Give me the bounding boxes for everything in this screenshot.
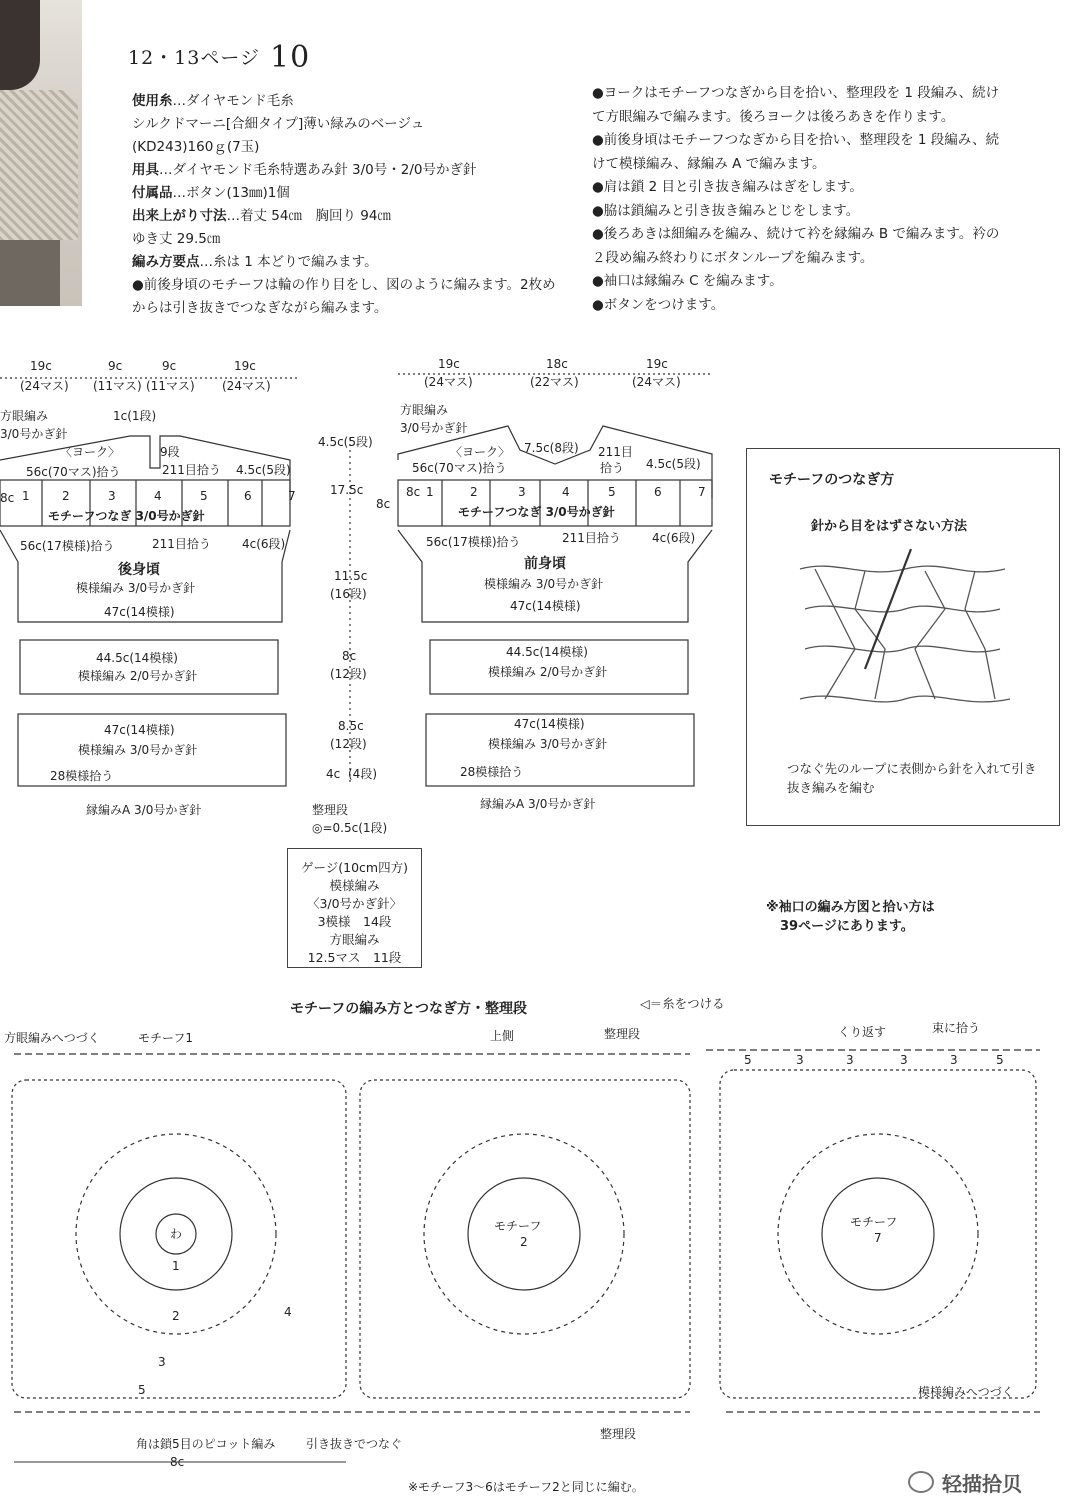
joining-title: モチーフのつなぎ方	[769, 472, 895, 488]
watermark-text: 轻描拾贝	[942, 1472, 1022, 1496]
dim-label: 19c	[438, 357, 460, 371]
repeat-num: 3	[846, 1053, 854, 1067]
width-label: 47c(14模様)	[514, 717, 585, 731]
method-label: 編み方要点	[132, 254, 200, 270]
pattern-label: 3/0号かぎ針	[0, 427, 68, 441]
motif-join-label: モチーフつなぎ 3/0号かぎ針	[48, 509, 205, 523]
neck-label: 1c(1段)	[113, 409, 157, 423]
chart-label: 上側	[490, 1029, 515, 1043]
sleeve-note-line: ※袖口の編み方図と拾い方は	[766, 900, 935, 915]
pick-label: 56c(17模様)拾う	[426, 535, 521, 549]
pattern-label: 模様編み 3/0号かぎ針	[484, 577, 604, 591]
dim-label: 19c	[30, 359, 52, 373]
round-num: 2	[172, 1309, 180, 1323]
motif-number: 2	[62, 489, 70, 503]
chart-label: 方眼編みへつづく	[4, 1031, 100, 1045]
pattern-label: 方眼編み	[400, 403, 449, 417]
size: …着丈 54㎝ 胸回り 94㎝	[226, 208, 391, 224]
wechat-icon	[908, 1471, 934, 1493]
motif-number: 1	[22, 489, 30, 503]
pattern-label: 模様編み 3/0号かぎ針	[76, 581, 196, 595]
pick-label: 211目拾う	[152, 537, 211, 551]
dim-label: 8.5c	[338, 719, 364, 733]
pattern-label: 模様編み 2/0号かぎ針	[78, 669, 198, 683]
width-label: 47c(14模様)	[510, 599, 581, 613]
width-label: 44.5c(14模様)	[506, 645, 588, 659]
watermark	[908, 1468, 1022, 1497]
dim-label: 9c	[162, 359, 177, 373]
pattern-label: 模様編み 3/0号かぎ針	[488, 737, 608, 751]
motif-number: 3	[518, 485, 526, 499]
motif-number: 4	[154, 489, 162, 503]
dim-label: (22マス)	[530, 375, 579, 389]
chart-label: 模様編みへつづく	[918, 1385, 1014, 1399]
motif-number: 7	[698, 485, 706, 499]
size-label: 出来上がり寸法	[132, 208, 227, 224]
repeat-num: 5	[744, 1053, 752, 1067]
joining-subtitle: 針から目をはずさない方法	[811, 519, 968, 534]
width-label: 47c(14模様)	[104, 605, 175, 619]
repeat-num: 3	[900, 1053, 908, 1067]
dim-label: (11マス)	[93, 379, 142, 393]
motif-label: 7	[874, 1231, 882, 1245]
joining-method-box	[746, 448, 1060, 826]
motif-number: 5	[200, 489, 208, 503]
dim-label: 17.5c	[330, 483, 364, 497]
motif-number: 5	[608, 485, 616, 499]
materials-spec	[132, 90, 562, 320]
page-title	[128, 40, 310, 75]
step-item: ●後ろあきは細編みを編み、続けて衿を縁編み B で編みます。衿の２段め編み終わりにボタンループを編みます。	[592, 226, 1000, 266]
finishing-label: 整理段	[312, 803, 349, 817]
dim-label: (24マス)	[424, 375, 473, 389]
repeat-num: 3	[796, 1053, 804, 1067]
dim-label: 4c(6段)	[242, 537, 286, 551]
width-label: 44.5c(14模様)	[96, 651, 178, 665]
tools: …ダイヤモンド毛糸特選あみ針 3/0号・2/0号かぎ針	[159, 162, 477, 178]
dim-label: (24マス)	[632, 375, 681, 389]
motif-number: 4	[562, 485, 570, 499]
gauge-line: 模様編み	[329, 878, 380, 893]
dim-label: 11.5c	[334, 569, 368, 583]
dim-label: (16段)	[330, 587, 367, 601]
repeat-num: 5	[996, 1053, 1004, 1067]
dim-label: 4.5c(5段)	[318, 435, 373, 449]
front-body-title: 前身頃	[524, 556, 566, 572]
pick-label: 28模様拾う	[50, 769, 114, 783]
step-item: ●ボタンをつけます。	[592, 296, 725, 313]
round-num: 1	[172, 1259, 180, 1273]
motif-number: 3	[108, 489, 116, 503]
motif-number: 1	[426, 485, 434, 499]
pick-label: 28模様拾う	[460, 765, 524, 779]
pick-label: 211目拾う	[562, 531, 621, 545]
dim-label: (4段)	[348, 767, 377, 781]
yoke-label: 〈ヨーク〉	[60, 445, 121, 459]
pick-label: 56c(70マス)拾う	[26, 465, 121, 479]
dim-label: (12段)	[330, 667, 367, 681]
sleeve-length: ゆき丈 29.5㎝	[132, 231, 221, 247]
repeat-num: 3	[950, 1053, 958, 1067]
motif-number: 7	[288, 489, 296, 503]
dim-label: (11マス)	[146, 379, 195, 393]
chart-label: 整理段	[600, 1427, 637, 1441]
gauge-line: 3模様 14段	[317, 914, 392, 929]
step-item: ●肩は鎖 2 目と引き抜き編みはぎをします。	[592, 179, 863, 195]
chart-label: モチーフ1	[138, 1031, 194, 1045]
dim-label: 8c	[376, 497, 391, 511]
dim-label: 4.5c(5段)	[236, 463, 291, 477]
joining-caption: つなぐ先のループに表側から針を入れて引き抜き編みを編む	[787, 761, 1037, 795]
footnote: ※モチーフ3〜6はモチーフ2と同じに編む。	[408, 1480, 644, 1494]
yarn-label: 使用糸	[132, 93, 173, 109]
back-body-title: 後身頃	[118, 562, 160, 578]
yarn-qty: (KD243)160ｇ(7玉)	[132, 139, 260, 155]
motif-number: 6	[244, 489, 252, 503]
pick-label: 211目拾う	[162, 463, 221, 477]
pattern-label: 模様編み 3/0号かぎ針	[78, 743, 198, 757]
notions-label: 付属品	[132, 185, 173, 201]
motif-label: 2	[520, 1235, 528, 1249]
yarn-maker: …ダイヤモンド毛糸	[172, 93, 294, 109]
instruction-steps	[592, 82, 1012, 317]
motif-number: 6	[654, 485, 662, 499]
gauge-line: 〈3/0号かぎ針〉	[306, 896, 403, 911]
step-item: ●ヨークはモチーフつなぎから目を拾い、整理段を 1 段編み、続けて方眼編みで編みます。後ろヨークは後ろあきを作ります。	[592, 85, 1000, 125]
sleeve-note-line: 39ページにあります。	[780, 919, 914, 934]
round-num: 4	[284, 1305, 292, 1319]
pattern-label: 模様編み 2/0号かぎ針	[488, 665, 608, 679]
garment-schematic	[0, 350, 740, 840]
tools-label: 用具	[132, 162, 159, 178]
chart-label: くり返す	[838, 1025, 887, 1039]
chart-label: 角は鎖5目のピコット編み	[136, 1437, 276, 1451]
motif-chart	[0, 1020, 1078, 1478]
chart-label: 束に拾う	[932, 1021, 981, 1035]
chart-label: 整理段	[604, 1027, 641, 1041]
method-step: ●前後身頃のモチーフは輪の作り目をし、図のように編みます。2枚めからは引き抜きでつなぎながら編みます。	[132, 277, 556, 316]
dim-label: 19c	[234, 359, 256, 373]
finishing-value: ◎=0.5c(1段)	[312, 821, 388, 835]
gauge-line: ゲージ(10cm四方)	[301, 860, 408, 875]
rows-label: 9段	[160, 445, 180, 459]
yoke-label: 〈ヨーク〉	[450, 445, 511, 459]
round-num: 3	[158, 1355, 166, 1369]
pick-label: 211目	[598, 445, 633, 459]
motif-section-title: モチーフの編み方とつなぎ方・整理段	[290, 1001, 528, 1017]
sleeve-note	[766, 898, 935, 936]
dim-label: (24マス)	[222, 379, 271, 393]
yarn-desc: シルクドマーニ[合細タイプ]薄い緑みのベージュ	[132, 116, 425, 132]
neck-label: 7.5c(8段)	[524, 441, 579, 455]
pattern-label: 方眼編み	[0, 409, 49, 423]
dim-label: 4c(6段)	[652, 531, 696, 545]
gauge-line: 12.5マス 11段	[307, 950, 402, 965]
page-ref: 12・13ページ	[128, 47, 260, 69]
motif-label: モチーフ	[494, 1219, 542, 1233]
motif-join-label: モチーフつなぎ 3/0号かぎ針	[458, 505, 615, 519]
dim-label: 19c	[646, 357, 668, 371]
dim-label: 4c	[326, 767, 341, 781]
pick-label: 56c(17模様)拾う	[20, 539, 115, 553]
dim-label: 18c	[546, 357, 568, 371]
edge-label: 縁編みA 3/0号かぎ針	[86, 803, 202, 817]
notions: …ボタン(13㎜)1個	[172, 185, 290, 201]
dim-label: (24マス)	[20, 379, 69, 393]
width-label: 8c	[170, 1455, 185, 1469]
edge-label: 縁編みA 3/0号かぎ針	[480, 797, 596, 811]
step-item: ●脇は鎖編みと引き抜き編みとじをします。	[592, 202, 860, 219]
method: …糸は 1 本どりで編みます。	[199, 254, 378, 270]
gauge-line: 方眼編み	[329, 932, 380, 947]
round-num: 5	[138, 1383, 146, 1397]
pick-label: 56c(70マス)拾う	[412, 461, 507, 475]
dim-label: (12段)	[330, 737, 367, 751]
pattern-number: 10	[269, 40, 311, 75]
dim-label: 9c	[108, 359, 123, 373]
dim-label: 8c	[406, 485, 421, 499]
step-item: ●袖口は縁編み C を編みます。	[592, 273, 783, 289]
motif-label: モチーフ	[850, 1215, 898, 1229]
ring-label: わ	[170, 1227, 183, 1241]
pattern-label: 3/0号かぎ針	[400, 421, 468, 435]
gauge-box	[287, 848, 422, 968]
motif-number: 2	[470, 485, 478, 499]
chart-label: 引き抜きでつなぐ	[306, 1437, 403, 1451]
dim-label: 8c	[0, 491, 15, 505]
dim-label: 4.5c(5段)	[646, 457, 701, 471]
width-label: 47c(14模様)	[104, 723, 175, 737]
joining-illustration	[795, 549, 1015, 739]
model-photo	[0, 0, 82, 306]
step-item: ●前後身頃はモチーフつなぎから目を拾い、整理段を 1 段編み、続けて模様編み、縁編み A で編みます。	[592, 132, 1000, 172]
pick-label: 拾う	[600, 461, 625, 475]
legend-attach-yarn: ◁＝糸をつける	[640, 996, 725, 1011]
dim-label: 8c	[342, 649, 357, 663]
